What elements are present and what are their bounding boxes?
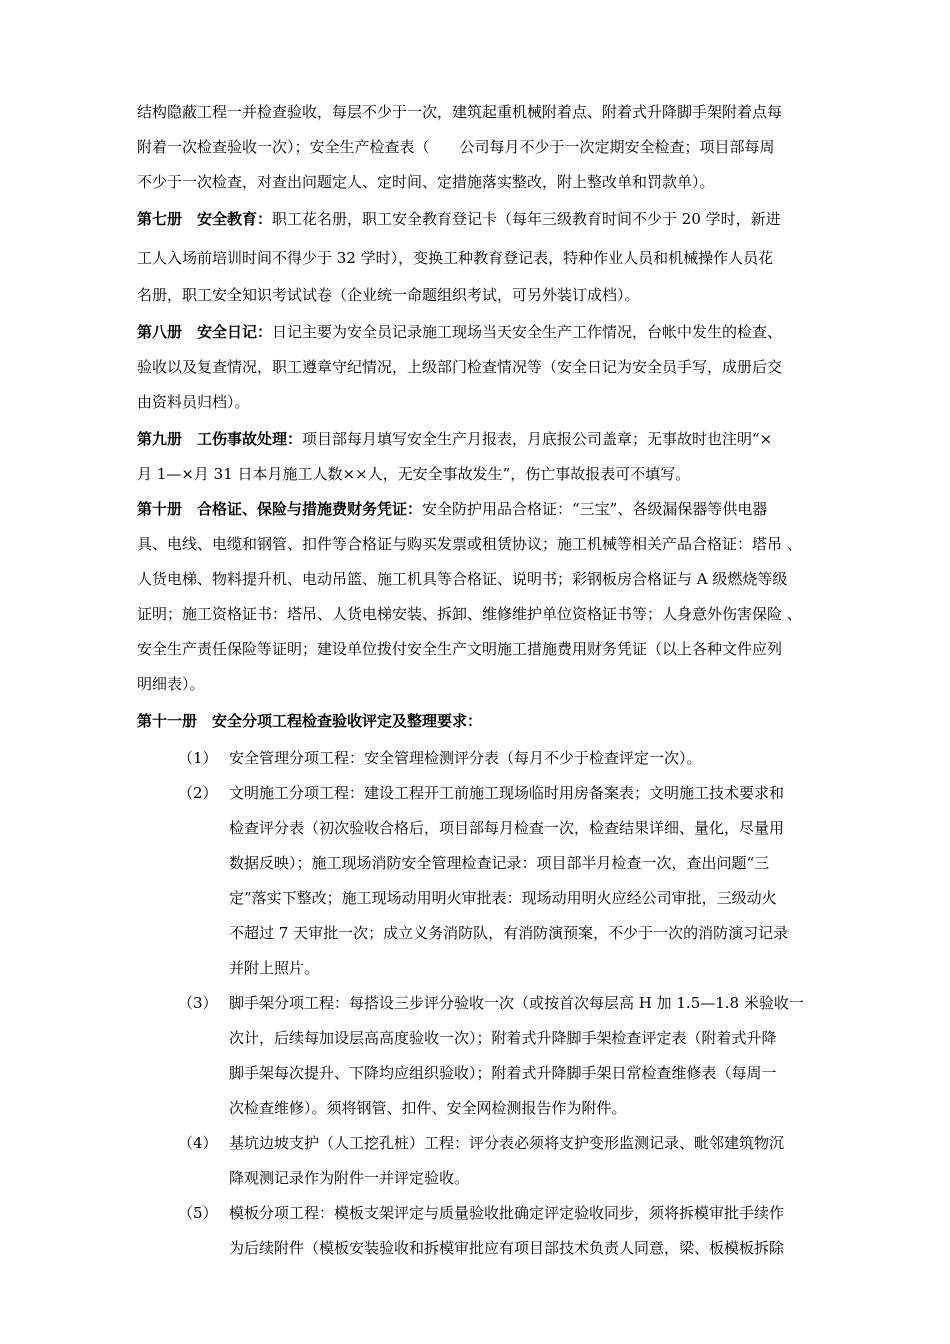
paragraph-line: 工人入场前培训时间不得少于 32 学时），变换工种教育登记表，特种作业人员和机械操作人员花 [137,249,774,267]
volume-7-heading: 第七册 安全教育： [137,210,273,228]
item-line: 文明施工分项工程：建设工程开工前施工现场临时用房备案表；文明施工技术要求和 [229,784,785,802]
volume-10-heading: 第十册 合格证、保险与措施费财务凭证： [137,500,423,518]
paragraph-line: 明细表）。 [137,675,205,693]
volume-7-line [137,207,872,231]
volume-8-line [137,320,872,344]
paragraph-line: 具、电线、电缆和钢管、扣件等合格证与购买发票或租赁协议；施工机械等相关产品合格证：塔吊 、 [137,535,802,553]
item-line: 不超过 7 天审批一次；成立义务消防队，有消防演预案，不少于一次的消防演习记录 [229,924,789,942]
volume-11-heading: 第十一册 安全分项工程检查验收评定及整理要求： [137,712,483,730]
item-line: 脚手架每次提升、下降均应组织验收）；附着式升降脚手架日常检查维修表（每周一 [229,1064,777,1082]
volume-9-text: 项目部每月填写安全生产月报表，月底报公司盖章；无事故时也注明“× [302,430,773,448]
item-line: 次检查维修）。须将钢管、扣件、安全网检测报告作为附件。 [229,1099,627,1117]
item-line: 检查评分表（初次验收合格后，项目部每月检查一次，检查结果详细、量化，尽量用 [229,819,785,837]
paragraph-line: 验收以及复查情况，职工遵章守纪情况，上级部门检查情况等（安全日记为安全员手写，成册后交 [137,358,783,376]
item-number: （4） [178,1134,218,1152]
volume-9-heading: 第九册 工伤事故处理： [137,430,303,448]
item-line: 基坑边坡支护（人工挖孔桩）工程：评分表必须将支护变形监测记录、毗邻建筑物沉 [229,1134,785,1152]
paragraph-line: 安全生产责任保险等证明；建设单位拨付安全生产文明施工措施费用财务凭证（以上各种文件应列 [137,640,783,658]
item-line: 脚手架分项工程：每搭设三步评分验收一次（或按首次每层高 H 加 1.5—1.8 米验收一 [229,994,804,1012]
item-number: （1） [178,749,218,767]
item-line: 数据反映）；施工现场消防安全管理检查记录：项目部半月检查一次，查出问题“三 [229,854,770,872]
volume-10-line [137,497,872,521]
paragraph-line: 附着一次检查验收一次）；安全生产检查表（ 公司每月不少于一次定期安全检查；项目部每周 [137,138,775,156]
item-line: 安全管理分项工程：安全管理检测评分表（每月不少于检查评定一次）。 [229,749,702,767]
item-number: （5） [178,1204,218,1222]
item-number: （3） [178,994,218,1012]
item-line: 为后续附件（模板安装验收和拆模审批应有项目部技术负责人同意，梁、板模板拆除 [229,1239,785,1257]
volume-10-text: 安全防护用品合格证：“三宝”、各级漏保器等供电器 [422,500,768,518]
paragraph-line: 由资料员归档）。 [137,393,250,411]
volume-8-text: 日记主要为安全员记录施工现场当天安全生产工作情况，台帐中发生的检查、 [272,323,783,341]
volume-8-heading: 第八册 安全日记： [137,323,273,341]
paragraph-line: 名册，职工安全知识考试试卷（企业统一命题组织考试，可另外装订成档）。 [137,286,640,304]
paragraph-line: 结构隐蔽工程一并检查验收，每层不少于一次，建筑起重机械附着点、附着式升降脚手架附着点每 [137,103,783,121]
item-line: 降观测记录作为附件一并评定验收。 [229,1169,470,1187]
item-line: 定”落实下整改；施工现场动用明火审批表：现场动用明火应经公司审批，三级动火 [229,889,777,907]
paragraph-line: 人货电梯、物料提升机、电动吊篮、施工机具等合格证、说明书；彩钢板房合格证与 A 级燃烧等级 [137,570,788,588]
volume-9-line [137,427,872,451]
item-line: 并附上照片。 [229,959,320,977]
item-line: 次计，后续每加设层高高度验收一次）；附着式升降脚手架检查评定表（附着式升降 [229,1029,777,1047]
item-line: 模板分项工程：模板支架评定与质量验收批确定评定验收同步，须将拆模审批手续作 [229,1204,785,1222]
item-number: （2） [178,784,218,802]
paragraph-line: 证明；施工资格证书：塔吊、人货电梯安装、拆卸、维修维护单位资格证书等；人身意外伤害保险 、 [137,605,802,623]
paragraph-line: 不少于一次检查，对查出问题定人、定时间、定措施落实整改，附上整改单和罚款单）。 [137,173,715,191]
paragraph-line: 月 1—×月 31 日本月施工人数××人，无安全事故发生”，伤亡事故报表可不填写。 [137,465,691,483]
volume-7-text: 职工花名册，职工安全教育登记卡（每年三级教育时间不少于 20 学时，新进 [272,210,781,228]
